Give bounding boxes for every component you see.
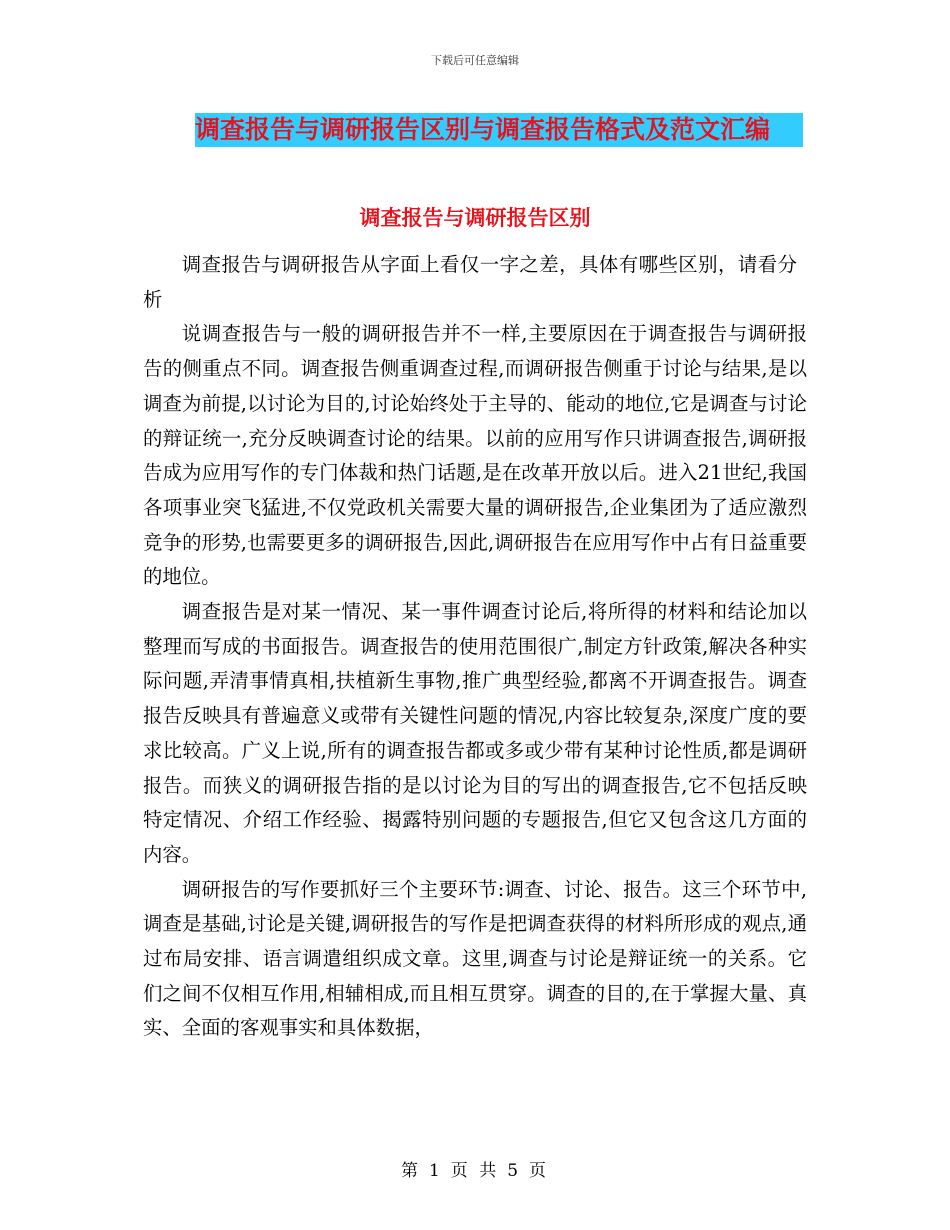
- page-footer: [0, 1156, 950, 1181]
- footer-prefix: 第: [400, 1161, 421, 1181]
- footer-total-pages: 5: [507, 1161, 522, 1181]
- footer-suffix: 页: [529, 1161, 550, 1181]
- paragraph-2: 说调查报告与一般的调研报告并不一样,主要原因在于调查报告与调研报告的侧重点不同。调查报告侧重调查过程,而调研报告侧重于讨论与结果,是以调查为前提,以讨论为目的,讨论始终处于主导的、能动的地位,它是调查与讨论的辩证统一,充分反映调查讨论的结果。以前的应用写作只讲调查报告,调研报告成为应用写作的专门体裁和热门话题,是在改革开放以后。进入21世纪,我国各项事业突飞猛进,不仅党政机关需要大量的调研报告,企业集团为了适应激烈竞争的形势,也需要更多的调研报告,因此,调研报告在应用写作中占有日益重要的地位。: [143, 322, 807, 589]
- paragraph-1: 调查报告与调研报告从字面上看仅一字之差，具体有哪些区别，请看分析: [143, 253, 797, 311]
- document-title: 调查报告与调研报告区别与调查报告格式及范文汇编: [195, 113, 803, 147]
- section-title: 调查报告与调研报告区别: [359, 206, 591, 230]
- paragraph-4: 调研报告的写作要抓好三个主要环节:调查、讨论、报告。这三个环节中,调查是基础,讨论是关键,调研报告的写作是把调查获得的材料所形成的观点,通过布局安排、语言调遣组织成文章。这里,调查与讨论是辩证统一的关系。它们之间不仅相互作用,相辅相成,而且相互贯穿。调查的目的,在于掌握大量、真实、全面的客观事实和具体数据，: [143, 877, 807, 1040]
- header-note: 下载后可任意编辑: [431, 54, 519, 67]
- footer-middle: 页 共: [450, 1161, 500, 1181]
- document-body: [143, 248, 807, 1046]
- footer-page-number: 1: [428, 1161, 443, 1181]
- paragraph-3: 调查报告是对某一情况、某一事件调查讨论后,将所得的材料和结论加以整理而写成的书面报告。调查报告的使用范围很广,制定方针政策,解决各种实际问题,弄清事情真相,扶植新生事物,推广典型经验,都离不开调查报告。调查报告反映具有普遍意义或带有关键性问题的情况,内容比较复杂,深度广度的要求比较高。广义上说,所有的调查报告都或多或少带有某种讨论性质,都是调研报告。而狭义的调研报告指的是以讨论为目的写出的调查报告,它不包括反映特定情况、介绍工作经验、揭露特别问题的专题报告,但它又包含这几方面的内容。: [143, 600, 807, 866]
